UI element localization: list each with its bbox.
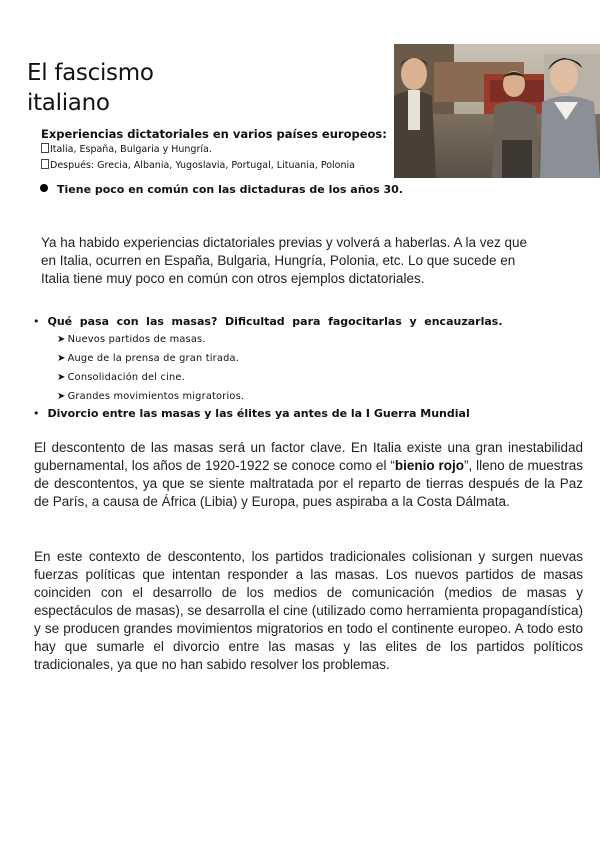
photo-illustration	[394, 44, 600, 178]
experiences-line-1-text: Italia, España, Bulgaria y Hungría.	[50, 144, 212, 155]
paragraph-2	[34, 439, 583, 511]
masses-list	[33, 314, 503, 422]
paragraph-1: Ya ha habido experiencias dictatoriales previas y volverá a haberlas. A la vez que en Italia, ocurren en España, Bulgaria, Hungría, Polonia, etc. Lo que sucede en Italia tiene muy poco en común con otros ejemplos dictatoriales.	[41, 235, 528, 286]
paragraph-2-part-2: ”, lleno de muestras de descontentos, ya que se siente maltratada por el reparto de tierras después de la Paz de París, a causa de África (Libia) y Europa, pues aspiraba a la Costa Dálmata.	[34, 458, 584, 509]
experiences-line-1	[41, 142, 387, 158]
list-item-text: Nuevos partidos de masas.	[67, 334, 206, 345]
title-line-1: El fascismo	[27, 60, 154, 86]
list-item	[33, 349, 503, 368]
arrow-right-icon: ➤	[57, 353, 66, 364]
paragraph-2-part-1: El descontento de las masas será un factor clave. En Italia existe una gran inestabilidad gubernamental, los años de 1920-1922 se conoce como el “	[34, 440, 583, 473]
question-masses-text: Qué pasa con las masas? Dificultad para fagocitarlas y encauzarlas.	[47, 315, 503, 328]
question-masses	[33, 314, 503, 330]
list-item-text: Auge de la prensa de gran tirada.	[67, 353, 240, 364]
question-divorce	[33, 406, 503, 422]
list-item	[33, 368, 503, 387]
question-divorce-text: Divorcio entre las masas y las élites ya antes de la I Guerra Mundial	[47, 407, 470, 420]
arrow-right-icon: ➤	[57, 334, 66, 345]
paragraph-2-bold: bienio rojo	[394, 458, 464, 473]
checkbox-glyph-icon	[41, 143, 49, 153]
bullet-dot-icon	[40, 184, 48, 192]
main-bullet-text: Tiene poco en común con las dictaduras de los años 30.	[57, 183, 403, 196]
checkbox-glyph-icon	[41, 159, 49, 169]
experiences-line-2-text: Después: Grecia, Albania, Yugoslavia, Portugal, Lituania, Polonia	[50, 160, 355, 171]
paragraph-3: En este contexto de descontento, los partidos tradicionales colisionan y surgen nuevas fuerzas políticas que intentan responder a las masas. Los nuevos partidos de masas coinciden con el desarrollo de los medios de comunicación (medios de masas y espectáculos de masas), se desarrolla el cine (utilizado como herramienta propagandística) y se producen grandes movimientos migratorios en todo el continente europeo. A todo esto hay que sumarle el divorcio entre las masas y las elites de los partidos políticos tradicionales, ya que no han sabido resolver los problemas.	[34, 549, 583, 672]
list-item-text: Consolidación del cine.	[67, 372, 185, 383]
film-still-photo	[394, 44, 600, 178]
dictatorial-experiences-block	[41, 126, 387, 174]
experiences-line-2	[41, 158, 387, 174]
list-item	[33, 330, 503, 349]
list-item	[33, 387, 503, 406]
arrow-right-icon: ➤	[57, 391, 66, 402]
arrow-right-icon: ➤	[57, 372, 66, 383]
bullet-icon: •	[33, 407, 40, 420]
title-line-2: italiano	[27, 90, 110, 116]
page-title	[27, 58, 154, 118]
main-bullet	[40, 183, 403, 196]
list-item-text: Grandes movimientos migratorios.	[67, 391, 245, 402]
experiences-heading: Experiencias dictatoriales en varios países europeos:	[41, 127, 387, 141]
bullet-icon: •	[33, 315, 40, 328]
